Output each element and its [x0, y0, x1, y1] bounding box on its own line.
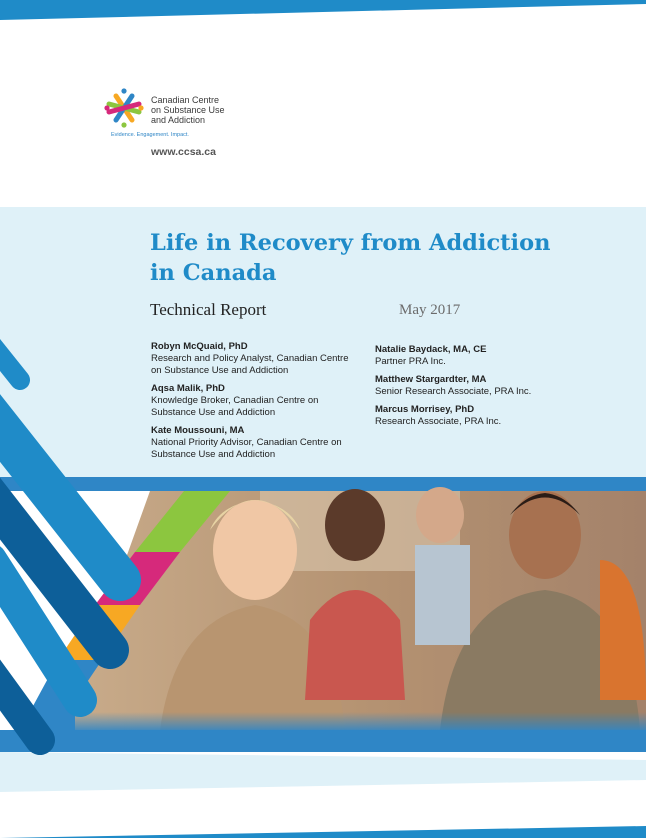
title-line: in Canada: [150, 260, 277, 286]
logo-name-line: on Substance Use: [151, 105, 225, 115]
author-entry: [375, 374, 605, 398]
report-subtitle: Technical Report: [150, 300, 267, 319]
bottom-blue-band: [0, 730, 646, 752]
author-role: Knowledge Broker, Canadian Centre on Substance Use and Addiction: [151, 395, 319, 418]
author-name: Aqsa Malik, PhD: [151, 383, 225, 394]
author-name: Robyn McQuaid, PhD: [151, 341, 248, 352]
author-role: Partner PRA Inc.: [375, 356, 446, 367]
report-date: May 2017: [399, 302, 461, 318]
footer-stripe: [0, 826, 646, 838]
title-line: Life in Recovery from Addiction: [150, 230, 551, 256]
logo-name-line: Canadian Centre: [151, 95, 220, 105]
author-role: Senior Research Associate, PRA Inc.: [375, 386, 532, 397]
author-role: National Priority Advisor, Canadian Centre on Substance Use and Addiction: [151, 437, 342, 460]
author-entry: [151, 425, 351, 461]
author-name: Marcus Morrisey, PhD: [375, 404, 475, 415]
author-name: Matthew Stargardter, MA: [375, 374, 487, 385]
report-title: [150, 228, 590, 288]
author-role: Research Associate, PRA Inc.: [375, 416, 502, 427]
author-entry: [375, 404, 605, 428]
author-entry: [375, 344, 605, 368]
author-role: Research and Policy Analyst, Canadian Centre on Substance Use and Addiction: [151, 353, 349, 376]
bottom-blue-stripe: [0, 752, 646, 792]
logo-name-line: and Addiction: [151, 115, 206, 125]
author-name: Kate Moussouni, MA: [151, 425, 245, 436]
author-entry: [151, 341, 351, 377]
author-name: Natalie Baydack, MA, CE: [375, 344, 487, 355]
website-url: www.ccsa.ca: [151, 146, 216, 158]
author-entry: [151, 383, 351, 419]
logo-tagline: Evidence. Engagement. Impact.: [111, 132, 189, 138]
authors-right-column: [375, 344, 605, 434]
top-blue-band: [0, 477, 646, 491]
authors-left-column: [151, 341, 351, 467]
